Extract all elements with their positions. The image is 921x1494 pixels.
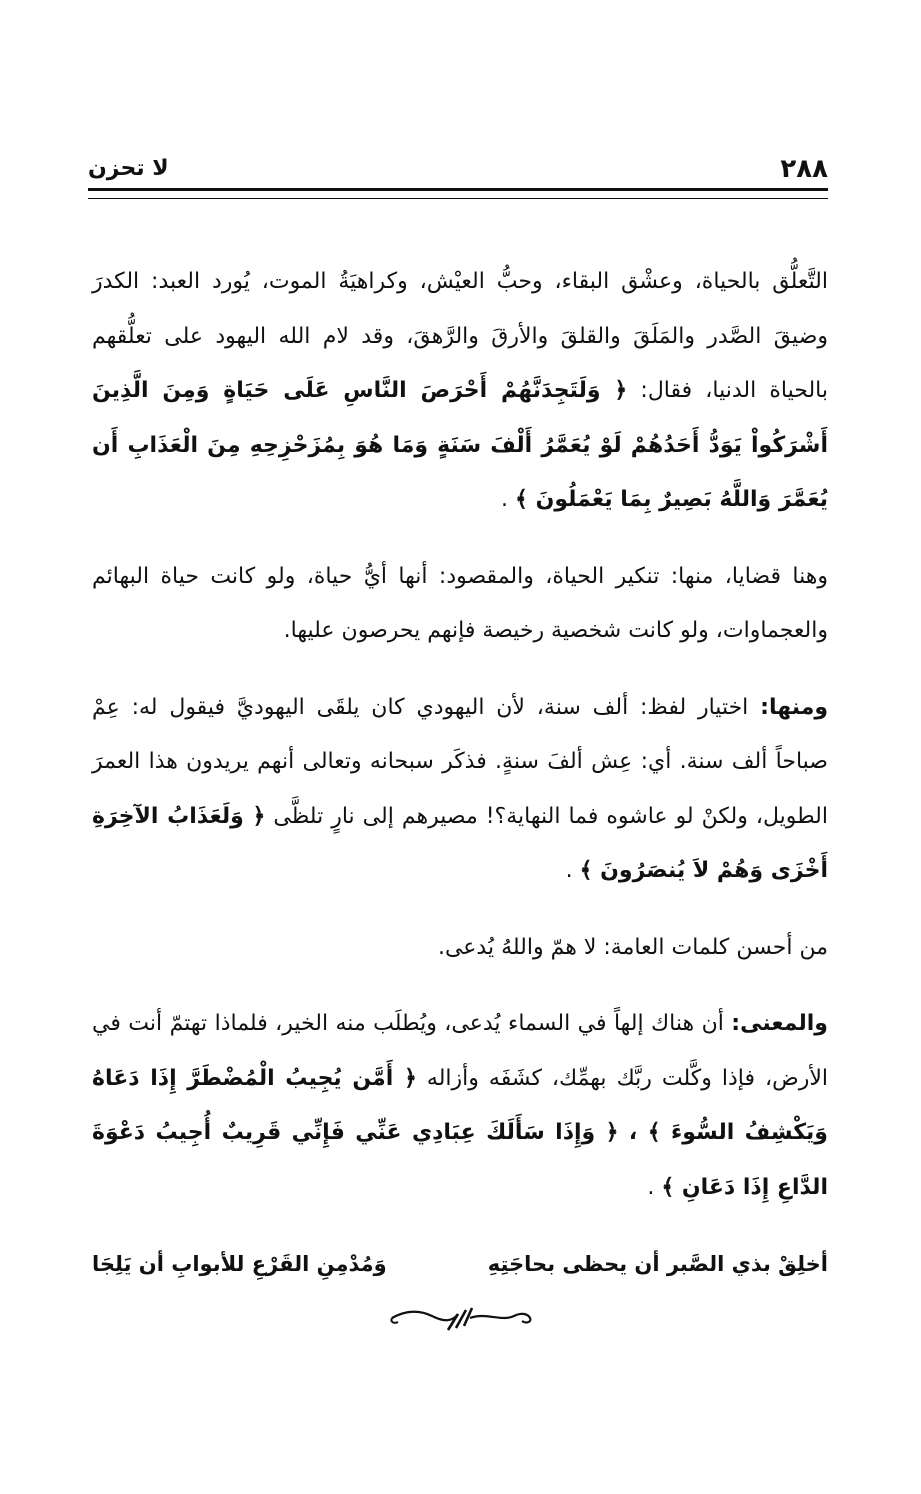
paragraph-lead: ومنها: bbox=[760, 694, 828, 720]
verse-first-hemistich: أخلِقْ بذي الصَّبر أن يحظى بحاجَتِهِ bbox=[487, 1252, 828, 1276]
paragraph-text: وهنا قضايا، منها: تنكير الحياة، والمقصود: أنها أيُّ حياة، ولو كانت حياة البهائم والعجماوات، ولو كانت شخصية رخيصة فإنهم يحرصون عليها. bbox=[92, 563, 828, 643]
header-rule bbox=[88, 188, 828, 199]
paragraph-5 bbox=[92, 997, 828, 1215]
quran-quote: ﴿ وَلَتَجِدَنَّهُمْ أَحْرَصَ النَّاسِ عَلَى حَيَاةٍ وَمِنَ الَّذِينَ أَشْرَكُواْ يَوَدُّ أَحَدُهُمْ لَوْ يُعَمَّرُ أَلْفَ سَنَةٍ وَمَا هُوَ بِمُزَحْزِحِهِ مِنَ الْعَذَابِ أَن يُعَمَّرَ وَاللَّهُ بَصِيرٌ بِمَا يَعْمَلُونَ ﴾ bbox=[92, 378, 828, 512]
quran-quote: ﴿ أَمَّن يُجِيبُ الْمُضْطَرَّ إِذَا دَعَاهُ وَيَكْشِفُ السُّوءَ ﴾ ، ﴿ وَإِذَا سَأَلَكَ عِبَادِي عَنِّي فَإِنِّي قَرِيبٌ أُجِيبُ دَعْوَةَ الدَّاعِ إِذَا دَعَانِ ﴾ bbox=[92, 1065, 828, 1200]
page-number: ٢٨٨ bbox=[780, 154, 828, 184]
paragraph-3 bbox=[92, 681, 828, 899]
paragraph-4 bbox=[92, 921, 828, 976]
paragraph-2 bbox=[92, 550, 828, 659]
paragraph-text: التَّعلُّق بالحياة، وعشْق البقاء، وحبُّ العيْش، وكراهيَةُ الموت، يُورد العبد: الكدرَ وضيقَ الصَّدر والمَلَقَ والقلقَ والأرقَ والرَّهقَ، وقد لام الله اليهود على تعلُّقهم بالحياة الدنيا، فقال: bbox=[92, 269, 828, 403]
section-end-ornament bbox=[0, 1296, 921, 1336]
paragraph-1 bbox=[92, 255, 828, 528]
paragraph-tail: . bbox=[647, 1174, 655, 1200]
running-title: لا تحزن bbox=[88, 156, 169, 181]
body-text bbox=[92, 255, 828, 1291]
poetry-verse bbox=[92, 1237, 828, 1291]
quran-quote: ﴿ وَلَعَذَابُ الآخِرَةِ أَخْزَى وَهُمْ لاَ يُنصَرُونَ ﴾ bbox=[92, 803, 828, 883]
paragraph-text: من أحسن كلمات العامة: لا همّ واللهُ يُدعى. bbox=[437, 934, 828, 960]
paragraph-tail: . bbox=[501, 487, 509, 512]
page-header bbox=[88, 150, 828, 190]
verse-second-hemistich: وَمُدْمِنِ القَرْعِ للأبوابِ أن يَلِجَا bbox=[92, 1252, 387, 1276]
paragraph-text: اختيار لفظ: ألف سنة، لأن اليهودي كان يلقَى اليهوديَّ فيقول له: عِمْ صباحاً ألف سنة. أي: عِش ألفَ سنةٍ. فذكَر سبحانه وتعالى أنهم يريدون هذا العمرَ الطويل، ولكنْ لو عاشوه فما النهاية؟! مصيرهم إلى نارٍ تلظَّى bbox=[92, 694, 828, 829]
paragraph-lead: والمعنى: bbox=[731, 1011, 828, 1036]
paragraph-text: أن هناك إلهاً في السماء يُدعى، ويُطلَب منه الخير، فلماذا تهتمّ أنت في الأرض، فإذا وكَّلت ربَّك بهمِّك، كشَفَه وأزاله bbox=[92, 1011, 828, 1091]
paragraph-tail: . bbox=[565, 858, 573, 883]
ornament-icon bbox=[386, 1296, 536, 1336]
